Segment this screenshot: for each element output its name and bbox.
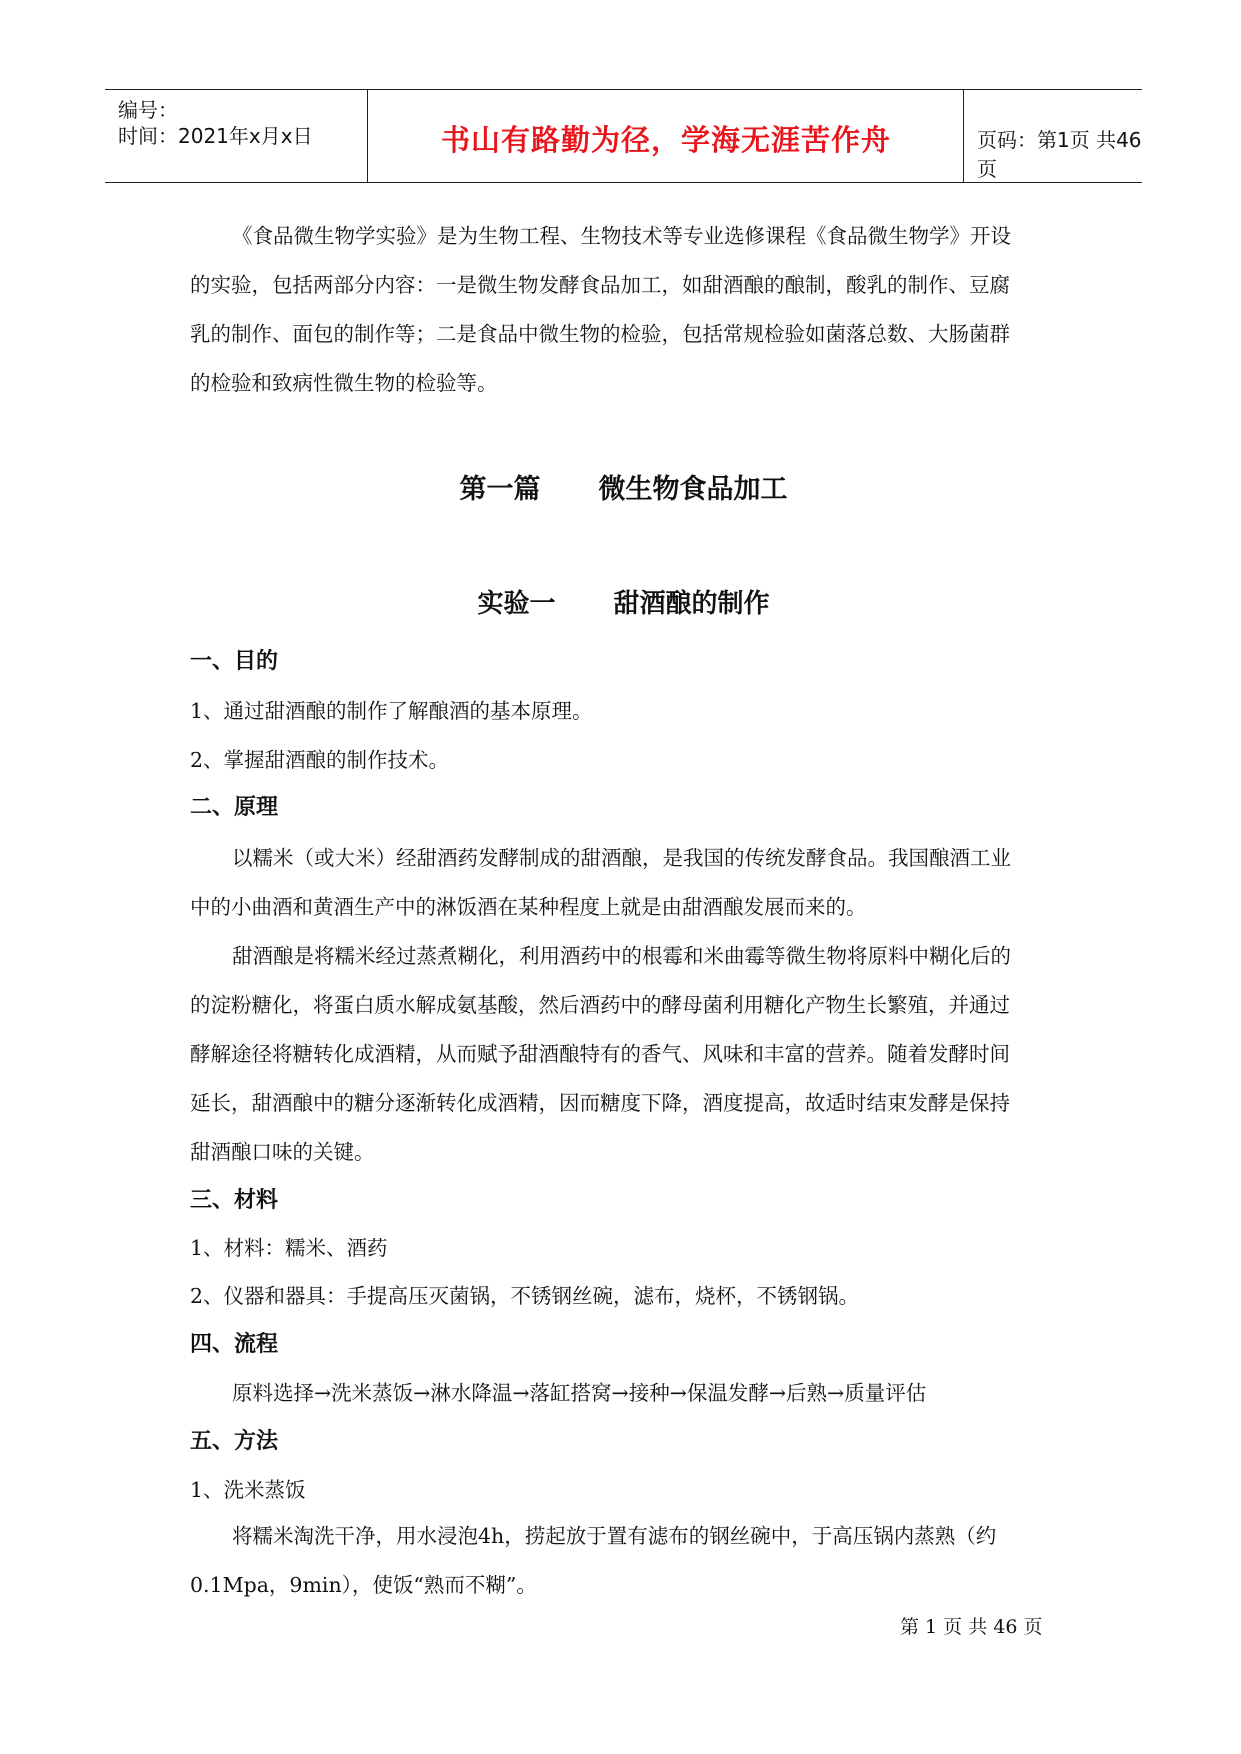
part-label: 第一篇	[459, 474, 541, 505]
purpose-item: 2、掌握甜酒酿的制作技术。	[190, 748, 450, 772]
intro-paragraph	[190, 212, 1063, 408]
principle-line: 酵解途径将糖转化成酒精，从而赋予甜酒酿特有的香气、风味和丰富的营养。随着发酵时间	[190, 1042, 1010, 1066]
part-title	[105, 467, 1142, 506]
section-heading-principle: 二、原理	[190, 795, 279, 820]
document-header	[105, 89, 1142, 183]
number-label: 编号：	[118, 98, 178, 122]
method-line: 0.1Mpa，9min），使饭“熟而不糊”。	[190, 1573, 537, 1597]
section-heading-method: 五、方法	[190, 1429, 279, 1454]
time-label: 时间：2021年x月x日	[118, 124, 313, 148]
principle-line: 延长，甜酒酿中的糖分逐渐转化成酒精，因而糖度下降，酒度提高，故适时结束发酵是保持	[190, 1091, 1010, 1115]
part-name: 微生物食品加工	[598, 474, 788, 505]
header-page-cell	[965, 90, 1142, 182]
section-heading-purpose: 一、目的	[190, 649, 279, 674]
intro-line: 乳的制作、面包的制作等；二是食品中微生物的检验，包括常规检验如菌落总数、大肠菌群	[190, 322, 1010, 346]
intro-line: 《食品微生物学实验》是为生物工程、生物技术等专业选修课程《食品微生物学》开设	[232, 224, 1011, 248]
experiment-title	[105, 583, 1142, 620]
motto: 书山有路勤为径，学海无涯苦作舟	[440, 123, 891, 157]
materials-item: 1、材料：糯米、酒药	[190, 1236, 388, 1260]
page-label: 页码：第1页 共46页	[977, 128, 1142, 181]
intro-line: 的实验，包括两部分内容：一是微生物发酵食品加工，如甜酒酿的酿制，酸乳的制作、豆腐	[190, 273, 1010, 297]
method-step-text	[190, 1512, 1063, 1610]
section-heading-process: 四、流程	[190, 1332, 279, 1357]
principle-line: 的淀粉糖化，将蛋白质水解成氨基酸，然后酒药中的酵母菌利用糖化产物生长繁殖，并通过	[190, 993, 1010, 1017]
principle-line: 以糯米（或大米）经甜酒药发酵制成的甜酒酿，是我国的传统发酵食品。我国酿酒工业	[232, 846, 1011, 870]
page-footer: 第 1 页 共 46 页	[900, 1616, 1043, 1638]
purpose-item: 1、通过甜酒酿的制作了解酿酒的基本原理。	[190, 699, 593, 723]
method-step: 1、洗米蒸饭	[190, 1478, 306, 1502]
experiment-label: 实验一	[477, 589, 556, 619]
process-flow: 原料选择→洗米蒸饭→淋水降温→落缸搭窝→接种→保温发酵→后熟→质量评估	[232, 1381, 927, 1405]
experiment-name: 甜酒酿的制作	[613, 589, 770, 619]
header-motto-cell	[369, 90, 964, 182]
principle-line: 中的小曲酒和黄酒生产中的淋饭酒在某种程度上就是由甜酒酿发展而来的。	[190, 895, 867, 919]
section-heading-materials: 三、材料	[190, 1188, 279, 1213]
principle-paragraph-2	[190, 932, 1063, 1177]
principle-paragraph-1	[190, 834, 1063, 932]
principle-line: 甜酒酿口味的关键。	[190, 1140, 375, 1164]
intro-line: 的检验和致病性微生物的检验等。	[190, 371, 498, 395]
materials-item: 2、仪器和器具：手提高压灭菌锅，不锈钢丝碗，滤布，烧杯，不锈钢锅。	[190, 1284, 860, 1308]
header-meta-cell	[105, 90, 368, 182]
principle-line: 甜酒酿是将糯米经过蒸煮糊化，利用酒药中的根霉和米曲霉等微生物将原料中糊化后的	[232, 944, 1011, 968]
method-line: 将糯米淘洗干净，用水浸泡4h，捞起放于置有滤布的钢丝碗中，于高压锅内蒸熟（约	[232, 1524, 997, 1548]
